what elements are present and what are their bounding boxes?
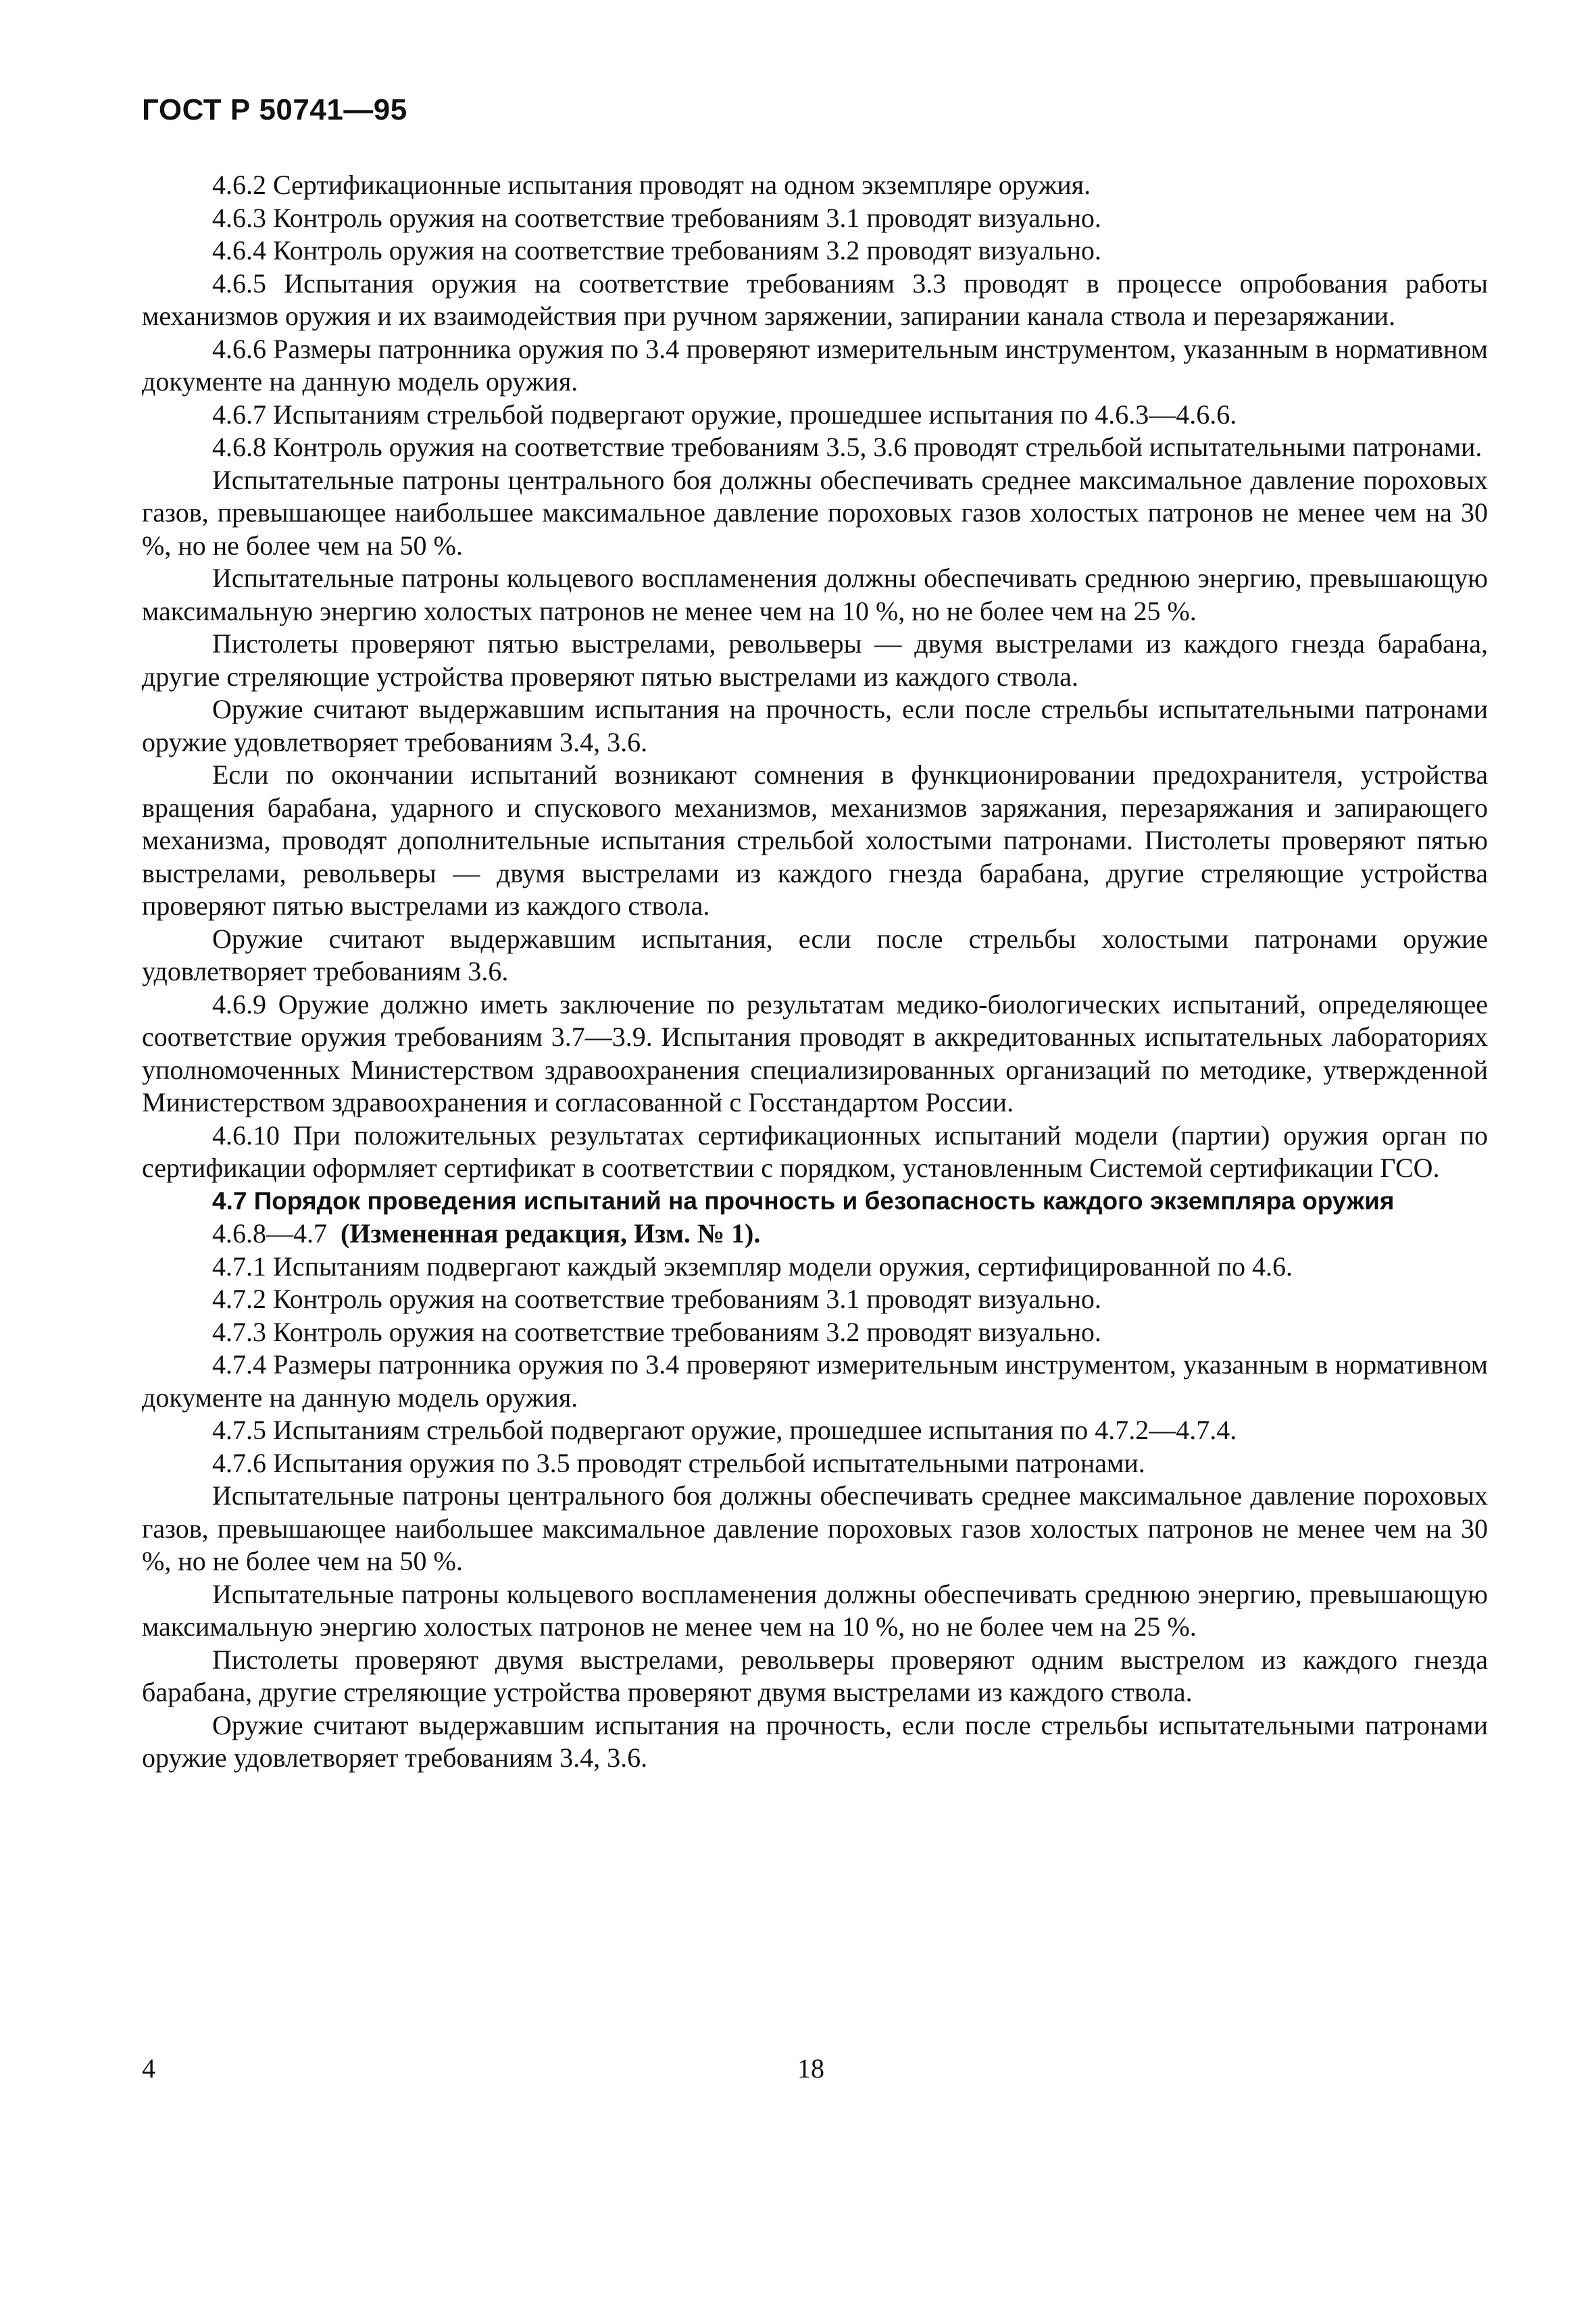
clause-4-7-6: 4.7.6 Испытания оружия по 3.5 проводят стрельбой испытательными патронами.: [212, 1447, 1145, 1478]
paragraph: Если по окончании испытаний возникают сомнения в функционировании предохранителя, устройства вращения барабана, ударного и спускового механизмов, механизмов заряжания, перезаряжания и запирающего механизма, проводят дополнительные испытания стрельбой холостыми патронами. Пистолеты проверяют пятью выстрелами, револьверы — двумя выстрелами из каждого гнезда барабана, другие стреляющие устройства проверяют пятью выстрелами из каждого ствола.: [142, 759, 1488, 921]
document-header: ГОСТ Р 50741—95: [142, 93, 407, 126]
clause-4-7-4: 4.7.4 Размеры патронника оружия по 3.4 проверяют измерительным инструментом, указанным в нормативном документе на данную модель оружия.: [142, 1349, 1488, 1413]
clause-4-6-4: 4.6.4 Контроль оружия на соответствие требованиям 3.2 проводят визуально.: [212, 235, 1101, 266]
clause-4-7-3: 4.7.3 Контроль оружия на соответствие требованиям 3.2 проводят визуально.: [212, 1316, 1101, 1347]
paragraph: Оружие считают выдержавшим испытания, если после стрельбы холостыми патронами оружие удовлетворяет требованиям 3.6.: [142, 923, 1488, 986]
paragraph: Испытательные патроны центрального боя должны обеспечивать среднее максимальное давление пороховых газов, превышающее наибольшее максимальное давление пороховых газов холостых патронов не менее чем на 30 %, но не более чем на 50 %.: [142, 464, 1488, 561]
clause-4-6-7: 4.6.7 Испытаниям стрельбой подвергают оружие, прошедшее испытания по 4.6.3—4.6.6.: [212, 399, 1237, 430]
page-number-center: 18: [797, 2053, 824, 2084]
clause-4-6-9: 4.6.9 Оружие должно иметь заключение по результатам медико-биологических испытаний, определяющее соответствие оружия требованиям 3.7—3.9. Испытания проводят в аккредитованных испытательных лабораториях уполномоченных Министерством здравоохранения специализированных организаций по методике, утвержденной Министерством здравоохранения и согласованной с Госстандартом России.: [142, 988, 1488, 1117]
clause-4-6-10: 4.6.10 При положительных результатах сертификационных испытаний модели (партии) оружия орган по сертификации оформляет сертификат в соответствии с порядком, установленным Системой сертификации ГСО.: [142, 1120, 1488, 1183]
paragraph: Испытательные патроны кольцевого воспламенения должны обеспечивать среднюю энергию, превышающую максимальную энергию холостых патронов не менее чем на 10 %, но не более чем на 25 %.: [142, 563, 1488, 626]
clause-4-7-2: 4.7.2 Контроль оружия на соответствие требованиям 3.1 проводят визуально.: [212, 1284, 1101, 1314]
paragraph: Испытательные патроны кольцевого воспламенения должны обеспечивать среднюю энергию, превышающую максимальную энергию холостых патронов не менее чем на 10 %, но не более чем на 25 %.: [142, 1578, 1488, 1642]
page-number-left: 4: [142, 2053, 155, 2084]
document-body: [142, 169, 1488, 1775]
clause-4-7-1: 4.7.1 Испытаниям подвергают каждый экземпляр модели оружия, сертифицированной по 4.6.: [212, 1251, 1293, 1282]
section-heading-4-7: 4.7 Порядок проведения испытаний на прочность и безопасность каждого экземпляра оружия: [212, 1186, 1395, 1215]
clause-4-6-3: 4.6.3 Контроль оружия на соответствие требованиям 3.1 проводят визуально.: [212, 202, 1101, 233]
clause-4-6-5: 4.6.5 Испытания оружия на соответствие требованиям 3.3 проводят в процессе опробования работы механизмов оружия и их взаимодействия при ручном заряжении, запирании канала ствола и перезаряжании.: [142, 268, 1488, 331]
clause-4-6-8: 4.6.8 Контроль оружия на соответствие требованиям 3.5, 3.6 проводят стрельбой испытательными патронами.: [212, 432, 1482, 462]
amendment-note: [142, 1217, 1488, 1251]
paragraph: Пистолеты проверяют двумя выстрелами, револьверы проверяют одним выстрелом из каждого гнезда барабана, другие стреляющие устройства проверяют двумя выстрелами из каждого ствола.: [142, 1644, 1488, 1707]
paragraph: Пистолеты проверяют пятью выстрелами, револьверы — двумя выстрелами из каждого гнезда барабана, другие стреляющие устройства проверяют пятью выстрелами из каждого ствола.: [142, 628, 1488, 692]
paragraph: Испытательные патроны центрального боя должны обеспечивать среднее максимальное давление пороховых газов, превышающее наибольшее максимальное давление пороховых газов холостых патронов не менее чем на 30 %, но не более чем на 50 %.: [142, 1480, 1488, 1576]
clause-4-6-6: 4.6.6 Размеры патронника оружия по 3.4 проверяют измерительным инструментом, указанным в нормативном документе на данную модель оружия.: [142, 333, 1488, 397]
clause-4-6-2: 4.6.2 Сертификационные испытания проводят на одном экземпляре оружия.: [212, 170, 1091, 200]
clause-4-7-5: 4.7.5 Испытаниям стрельбой подвергают оружие, прошедшее испытания по 4.7.2—4.7.4.: [212, 1415, 1237, 1445]
paragraph: Оружие считают выдержавшим испытания на прочность, если после стрельбы испытательными патронами оружие удовлетворяет требованиям 3.4, 3.6.: [142, 1709, 1488, 1773]
paragraph: Оружие считают выдержавшим испытания на прочность, если после стрельбы испытательными патронами оружие удовлетворяет требованиям 3.4, 3.6.: [142, 694, 1488, 757]
amendment-prefix: 4.6.8—4.7: [212, 1218, 327, 1249]
amendment-bold: (Измененная редакция, Изм. № 1).: [341, 1218, 761, 1249]
